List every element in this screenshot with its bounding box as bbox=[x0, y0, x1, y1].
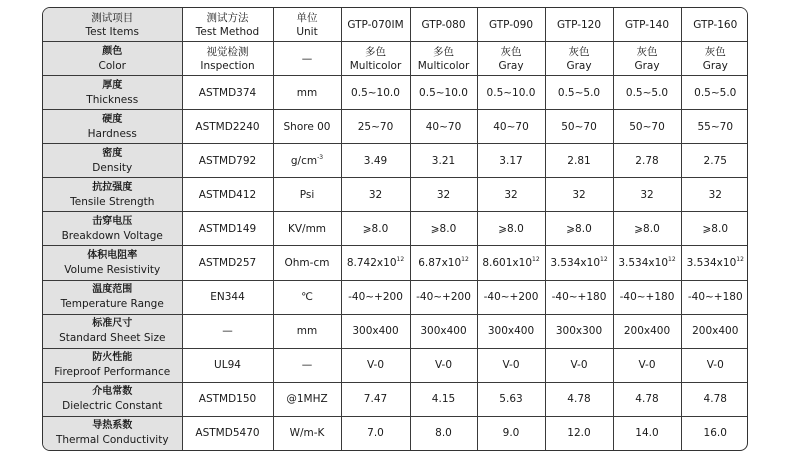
value-text: 12.0 bbox=[567, 427, 591, 440]
value-en: Multicolor bbox=[349, 59, 402, 72]
value-en: Multicolor bbox=[417, 59, 470, 72]
value-cell bbox=[410, 144, 477, 178]
value-cell bbox=[341, 144, 410, 178]
value-text: ⩾8.0 bbox=[430, 222, 457, 235]
value-text: 7.47 bbox=[363, 393, 388, 406]
test-item-cell bbox=[43, 416, 182, 450]
unit-cell bbox=[273, 42, 341, 76]
value-cell bbox=[477, 110, 545, 144]
value-cell bbox=[410, 280, 477, 314]
value-superscript: 12 bbox=[600, 256, 608, 263]
test-item-en: Breakdown Voltage bbox=[61, 229, 163, 242]
value-text: 4.15 bbox=[431, 393, 456, 406]
value-cell bbox=[545, 110, 613, 144]
value-text: 0.5~10.0 bbox=[419, 86, 468, 99]
value-cell bbox=[681, 42, 748, 76]
value-cell bbox=[681, 246, 748, 280]
unit-cell bbox=[273, 246, 341, 280]
unit-text: Ohm-cm bbox=[284, 257, 330, 269]
test-item-cell bbox=[43, 280, 182, 314]
value-text: 32 bbox=[572, 188, 586, 201]
unit-cell bbox=[273, 382, 341, 416]
header-test-items-zh: 测试项目 bbox=[91, 11, 134, 24]
value-cell bbox=[341, 348, 410, 382]
header-unit-zh: 单位 bbox=[296, 11, 318, 24]
value-text: 4.78 bbox=[567, 393, 591, 406]
test-item-zh: 温度范围 bbox=[92, 284, 133, 296]
value-text: 8.742x10 bbox=[346, 257, 397, 269]
value-text: 3.17 bbox=[499, 154, 523, 167]
table-row bbox=[43, 280, 748, 314]
test-item-cell bbox=[43, 212, 182, 246]
value-en: Gray bbox=[566, 59, 592, 72]
value-text: 25~70 bbox=[357, 120, 394, 133]
value-cell bbox=[613, 42, 681, 76]
value-cell bbox=[613, 382, 681, 416]
value-text: 3.534x10 bbox=[550, 257, 600, 269]
test-item-en: Volume Resistivity bbox=[64, 264, 161, 276]
header-product: GTP-090 bbox=[477, 8, 545, 42]
value-text: 4.78 bbox=[635, 393, 659, 406]
test-method-cell: ASTMD5470 bbox=[182, 416, 273, 450]
value-text: 5.63 bbox=[499, 393, 523, 406]
value-cell bbox=[410, 348, 477, 382]
value-text: -40~+180 bbox=[687, 291, 743, 304]
value-cell bbox=[681, 348, 748, 382]
value-cell bbox=[681, 178, 748, 212]
unit-text: mm bbox=[296, 325, 318, 338]
value-text: 2.78 bbox=[635, 154, 659, 167]
value-superscript: 12 bbox=[532, 256, 540, 263]
value-cell bbox=[681, 212, 748, 246]
value-cell bbox=[681, 416, 748, 450]
test-method-cell: ASTMD412 bbox=[182, 178, 273, 212]
value-text: 4.78 bbox=[703, 393, 727, 406]
value-cell bbox=[410, 178, 477, 212]
table-row bbox=[43, 246, 748, 280]
header-test-items-en: Test Items bbox=[85, 25, 139, 38]
test-item-en: Tensile Strength bbox=[70, 195, 155, 208]
test-item-en: Hardness bbox=[87, 127, 137, 140]
test-item-zh: 击穿电压 bbox=[92, 215, 133, 227]
test-item-en: Dielectric Constant bbox=[62, 400, 163, 413]
table-row bbox=[43, 382, 748, 416]
value-superscript: 12 bbox=[396, 256, 405, 263]
value-text: 50~70 bbox=[561, 120, 597, 133]
value-cell bbox=[613, 144, 681, 178]
value-cell bbox=[613, 314, 681, 348]
header-test-method-en: Test Method bbox=[195, 25, 260, 38]
value-cell bbox=[341, 314, 410, 348]
value-cell bbox=[613, 212, 681, 246]
value-cell bbox=[681, 76, 748, 110]
header-test-items bbox=[43, 8, 182, 42]
value-cell bbox=[477, 280, 545, 314]
header-unit-en: Unit bbox=[296, 25, 318, 38]
value-cell bbox=[341, 110, 410, 144]
value-cell bbox=[410, 42, 477, 76]
value-cell bbox=[477, 212, 545, 246]
value-text: 200x400 bbox=[692, 325, 739, 338]
header-product: GTP-070IM bbox=[341, 8, 410, 42]
spec-table bbox=[43, 8, 748, 450]
header-product: GTP-160 bbox=[681, 8, 748, 42]
unit-cell bbox=[273, 348, 341, 382]
value-text: 300x300 bbox=[555, 325, 603, 338]
unit-cell bbox=[273, 178, 341, 212]
value-text: ⩾8.0 bbox=[634, 222, 660, 235]
value-text: 300x400 bbox=[420, 325, 467, 338]
test-item-cell bbox=[43, 382, 182, 416]
value-cell bbox=[341, 212, 410, 246]
test-item-zh: 介电常数 bbox=[92, 386, 133, 398]
value-text: V-0 bbox=[706, 359, 724, 372]
value-text: 300x400 bbox=[352, 325, 399, 338]
value-cell bbox=[545, 178, 613, 212]
value-zh: 灰色 bbox=[500, 45, 522, 58]
unit-cell bbox=[273, 110, 341, 144]
test-method-en: Inspection bbox=[200, 59, 255, 72]
unit-text: mm bbox=[296, 86, 318, 99]
value-cell bbox=[477, 348, 545, 382]
table-row bbox=[43, 178, 748, 212]
value-cell bbox=[613, 348, 681, 382]
table-row bbox=[43, 348, 748, 382]
value-cell bbox=[545, 416, 613, 450]
value-cell bbox=[477, 144, 545, 178]
header-product: GTP-140 bbox=[613, 8, 681, 42]
test-item-cell bbox=[43, 314, 182, 348]
value-superscript: 12 bbox=[736, 256, 744, 263]
header-row bbox=[43, 8, 748, 42]
value-cell bbox=[545, 280, 613, 314]
value-text: V-0 bbox=[366, 359, 385, 372]
table-row bbox=[43, 212, 748, 246]
value-cell bbox=[410, 314, 477, 348]
test-item-zh: 颜色 bbox=[102, 45, 123, 57]
test-method-zh: 视觉检测 bbox=[206, 45, 249, 58]
unit-text: Shore 00 bbox=[283, 120, 331, 133]
test-item-en: Color bbox=[98, 59, 126, 72]
value-text: V-0 bbox=[570, 359, 588, 372]
test-item-en: Density bbox=[92, 161, 133, 174]
value-zh: 灰色 bbox=[704, 45, 726, 58]
test-item-en: Temperature Range bbox=[60, 298, 164, 311]
value-cell bbox=[341, 246, 410, 280]
header-unit bbox=[273, 8, 341, 42]
value-cell bbox=[681, 314, 748, 348]
unit-cell bbox=[273, 76, 341, 110]
test-item-cell bbox=[43, 246, 182, 280]
value-cell bbox=[613, 110, 681, 144]
test-item-en: Fireproof Performance bbox=[54, 366, 171, 379]
value-text: 40~70 bbox=[493, 120, 529, 133]
value-text: V-0 bbox=[638, 359, 656, 372]
unit-cell bbox=[273, 144, 341, 178]
header-product: GTP-120 bbox=[545, 8, 613, 42]
table-row bbox=[43, 314, 748, 348]
value-text: 32 bbox=[708, 188, 722, 201]
value-superscript: 12 bbox=[668, 256, 676, 263]
value-text: 0.5~10.0 bbox=[486, 86, 536, 99]
test-item-zh: 厚度 bbox=[102, 79, 123, 91]
test-item-cell bbox=[43, 42, 182, 76]
header-test-method bbox=[182, 8, 273, 42]
test-item-zh: 防火性能 bbox=[92, 352, 133, 364]
value-text: 32 bbox=[368, 188, 383, 201]
value-cell bbox=[410, 246, 477, 280]
test-method-cell bbox=[182, 42, 273, 76]
value-superscript: 12 bbox=[461, 256, 469, 263]
value-cell bbox=[341, 382, 410, 416]
value-cell bbox=[410, 76, 477, 110]
value-cell bbox=[681, 144, 748, 178]
value-text: -40~+200 bbox=[483, 291, 539, 304]
test-item-zh: 硬度 bbox=[102, 113, 123, 125]
value-text: 9.0 bbox=[502, 427, 520, 440]
value-cell bbox=[545, 76, 613, 110]
unit-text: ℃ bbox=[301, 291, 313, 304]
value-text: ⩾8.0 bbox=[362, 222, 389, 235]
test-method-cell: ASTMD2240 bbox=[182, 110, 273, 144]
value-text: 14.0 bbox=[635, 427, 659, 440]
value-cell bbox=[477, 314, 545, 348]
test-method-cell: EN344 bbox=[182, 280, 273, 314]
value-text: 6.87x10 bbox=[418, 257, 462, 269]
unit-text: — bbox=[301, 359, 313, 372]
unit-cell bbox=[273, 314, 341, 348]
value-text: -40~+180 bbox=[619, 291, 675, 304]
value-zh: 多色 bbox=[365, 45, 386, 58]
value-text: -40~+200 bbox=[348, 291, 403, 304]
value-cell bbox=[545, 144, 613, 178]
unit-text: g/cm bbox=[290, 154, 318, 167]
value-text: 16.0 bbox=[703, 427, 727, 440]
table-row bbox=[43, 42, 748, 76]
spec-table-frame bbox=[42, 7, 748, 451]
value-text: 55~70 bbox=[697, 120, 734, 133]
test-method-cell: ASTMD149 bbox=[182, 212, 273, 246]
value-cell bbox=[341, 178, 410, 212]
value-text: 0.5~5.0 bbox=[694, 86, 737, 99]
value-text: 8.601x10 bbox=[482, 257, 532, 269]
value-en: Gray bbox=[702, 59, 728, 72]
value-cell bbox=[681, 110, 748, 144]
test-item-cell bbox=[43, 178, 182, 212]
value-cell bbox=[477, 416, 545, 450]
unit-cell bbox=[273, 416, 341, 450]
value-text: 300x400 bbox=[487, 325, 535, 338]
test-item-zh: 体积电阻率 bbox=[87, 250, 138, 261]
value-text: 8.0 bbox=[435, 427, 452, 440]
test-item-cell bbox=[43, 110, 182, 144]
unit-text: KV/mm bbox=[287, 222, 327, 235]
value-text: 200x400 bbox=[623, 325, 671, 338]
test-method-cell: ASTMD374 bbox=[182, 76, 273, 110]
table-row bbox=[43, 416, 748, 450]
test-item-cell bbox=[43, 348, 182, 382]
value-cell bbox=[341, 76, 410, 110]
value-cell bbox=[410, 110, 477, 144]
value-cell bbox=[613, 76, 681, 110]
value-text: 40~70 bbox=[425, 120, 462, 133]
value-cell bbox=[410, 382, 477, 416]
unit-text: W/m-K bbox=[289, 427, 325, 440]
value-cell bbox=[613, 178, 681, 212]
value-text: -40~+180 bbox=[551, 291, 607, 304]
value-text: 3.534x10 bbox=[618, 257, 668, 269]
value-text: -40~+200 bbox=[416, 291, 471, 304]
value-en: Gray bbox=[498, 59, 524, 72]
unit-text: Psi bbox=[299, 188, 315, 201]
value-text: 32 bbox=[436, 188, 451, 201]
spec-table-body bbox=[43, 8, 748, 450]
value-text: ⩾8.0 bbox=[702, 222, 728, 235]
test-item-cell bbox=[43, 76, 182, 110]
value-cell bbox=[410, 212, 477, 246]
value-text: 3.49 bbox=[363, 154, 388, 167]
value-text: V-0 bbox=[434, 359, 453, 372]
value-cell bbox=[545, 246, 613, 280]
table-row bbox=[43, 76, 748, 110]
value-text: 3.534x10 bbox=[686, 257, 737, 269]
value-text: 0.5~5.0 bbox=[625, 86, 669, 99]
test-method-cell: ASTMD792 bbox=[182, 144, 273, 178]
value-zh: 灰色 bbox=[568, 45, 590, 58]
value-cell bbox=[545, 348, 613, 382]
unit-cell bbox=[273, 212, 341, 246]
test-item-zh: 密度 bbox=[102, 147, 123, 159]
value-text: 2.81 bbox=[567, 154, 591, 167]
value-zh: 多色 bbox=[433, 45, 454, 58]
header-product: GTP-080 bbox=[410, 8, 477, 42]
test-item-en: Thickness bbox=[86, 93, 139, 106]
test-item-zh: 标准尺寸 bbox=[92, 318, 133, 330]
value-text: 50~70 bbox=[629, 120, 665, 133]
value-cell bbox=[545, 382, 613, 416]
value-text: 32 bbox=[504, 188, 518, 201]
value-cell bbox=[477, 246, 545, 280]
value-cell bbox=[545, 314, 613, 348]
value-cell bbox=[613, 280, 681, 314]
value-cell bbox=[341, 416, 410, 450]
test-item-zh: 抗拉强度 bbox=[92, 181, 133, 193]
value-text: 7.0 bbox=[367, 427, 384, 440]
value-text: 2.75 bbox=[703, 154, 727, 167]
value-text: 0.5~5.0 bbox=[557, 86, 601, 99]
table-row bbox=[43, 144, 748, 178]
value-text: V-0 bbox=[502, 359, 520, 372]
value-cell bbox=[477, 42, 545, 76]
value-cell bbox=[341, 42, 410, 76]
unit-cell bbox=[273, 280, 341, 314]
test-method-cell: UL94 bbox=[182, 348, 273, 382]
header-test-method-zh: 测试方法 bbox=[206, 11, 249, 24]
table-row bbox=[43, 110, 748, 144]
value-cell bbox=[477, 178, 545, 212]
value-zh: 灰色 bbox=[636, 45, 658, 58]
test-method-cell: — bbox=[182, 314, 273, 348]
value-text: ⩾8.0 bbox=[566, 222, 592, 235]
test-item-cell bbox=[43, 144, 182, 178]
value-cell bbox=[545, 212, 613, 246]
value-cell bbox=[545, 42, 613, 76]
value-text: 3.21 bbox=[431, 154, 456, 167]
value-cell bbox=[613, 246, 681, 280]
value-text: 0.5~10.0 bbox=[351, 86, 400, 99]
value-en: Gray bbox=[634, 59, 660, 72]
value-cell bbox=[410, 416, 477, 450]
value-cell bbox=[681, 280, 748, 314]
value-cell bbox=[613, 416, 681, 450]
test-item-en: Thermal Conductivity bbox=[55, 434, 169, 447]
test-method-cell: ASTMD257 bbox=[182, 246, 273, 280]
value-cell bbox=[681, 382, 748, 416]
value-cell bbox=[477, 382, 545, 416]
value-cell bbox=[477, 76, 545, 110]
test-item-en: Standard Sheet Size bbox=[59, 332, 166, 345]
unit-superscript: -3 bbox=[317, 153, 324, 161]
value-text: ⩾8.0 bbox=[498, 222, 524, 235]
test-method-cell: ASTMD150 bbox=[182, 382, 273, 416]
unit-text: — bbox=[301, 52, 313, 65]
test-item-zh: 导热系数 bbox=[92, 420, 133, 432]
value-text: 32 bbox=[640, 188, 654, 201]
unit-text: @1MHZ bbox=[286, 393, 328, 406]
value-cell bbox=[341, 280, 410, 314]
